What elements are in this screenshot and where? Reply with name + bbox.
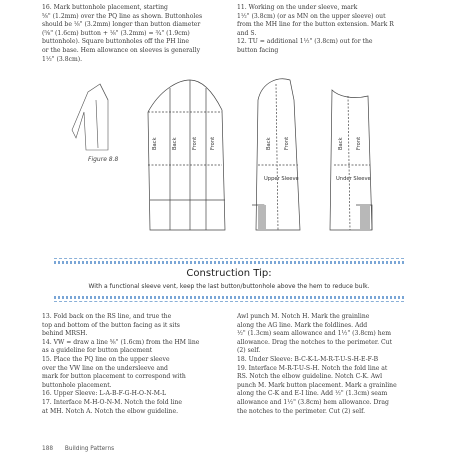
- sleeve-draft-left: [148, 80, 225, 230]
- text-line: 13. Fold back on the RS line, and true the: [42, 313, 172, 320]
- text-line: 16. Upper Sleeve: L-A-B-F-G-H-O-N-M-L: [42, 390, 167, 398]
- under-sleeve-label: Under Sleeve: [336, 176, 371, 182]
- text-line: 15. Place the PQ line on the upper sleeve: [42, 355, 170, 363]
- front-label: Front: [192, 136, 198, 150]
- text-line: buttonhole placement.: [42, 381, 112, 389]
- text-line: 19. Interface M-R-T-U-S-H. Notch the fold line at: [237, 364, 388, 372]
- text-line: buttonhole). Square buttonholes off the PH line: [42, 38, 189, 46]
- text-line: top and bottom of the button facing as it sits: [42, 321, 180, 329]
- text-line: RS. Notch the elbow guideline. Notch C-K. Awl: [237, 373, 383, 381]
- upper-sleeve-interfacing: [258, 205, 266, 230]
- text-line: along the AG line. Mark the foldlines. Add: [237, 321, 368, 329]
- text-line: behind MRSH.: [42, 330, 88, 338]
- text-line: 14. VW = draw a line ⅝" (1.6cm) from the HM line: [42, 338, 200, 346]
- text-line: button facing: [237, 46, 279, 54]
- text-line: ⅝" (1.2mm) over the PQ line as shown. Buttonholes: [42, 12, 203, 20]
- text-line: 1½" (3.8cm) (or as MN on the upper sleeve) out: [237, 12, 386, 20]
- upper-back-label: Back: [266, 137, 272, 150]
- under-back-label: Back: [338, 137, 344, 150]
- text-line: over the VW line on the undersleeve and: [42, 364, 168, 372]
- text-line: and S.: [237, 29, 257, 37]
- text-line: 11. Working on the under sleeve, mark: [237, 4, 358, 11]
- instructions-bottom-right: [237, 313, 417, 416]
- front-label-2: Front: [210, 136, 216, 150]
- text-line: at MH. Notch A. Notch the elbow guideline.: [42, 407, 179, 415]
- back-label: Back: [152, 137, 158, 150]
- tip-bottom-rule: [54, 296, 404, 299]
- figure-caption: Figure 8.8: [88, 156, 119, 163]
- jacket-sketch: [72, 84, 108, 150]
- under-front-label: Front: [356, 136, 362, 150]
- tip-text: With a functional sleeve vent, keep the last button/buttonhole above the hem to reduce bulk.: [88, 283, 370, 290]
- tip-title: Construction Tip:: [186, 268, 272, 279]
- text-line: 16. Mark buttonhole placement, starting: [42, 4, 168, 11]
- text-line: allowance and 1½" (3.8cm) hem allowance. Drag: [237, 398, 389, 406]
- under-sleeve-interfacing: [360, 205, 370, 230]
- text-line: ½" (1.3cm) seam allowance and 1½" (3.8cm) hem: [237, 330, 392, 338]
- text-line: from the MH line for the button extension. Mark R: [237, 21, 394, 29]
- text-line: Awl punch M. Notch H. Mark the grainline: [237, 313, 370, 320]
- upper-front-label: Front: [284, 136, 290, 150]
- text-line: allowance. Drag the notches to the perimeter. Cut: [237, 338, 393, 346]
- back-label-2: Back: [172, 137, 178, 150]
- text-line: or the base. Hem allowance on sleeves is generally: [42, 46, 201, 54]
- text-line: 1½" (3.8cm).: [42, 55, 83, 63]
- text-line: punch M. Mark button placement. Mark a grainline: [237, 381, 397, 389]
- page-number: 188: [42, 446, 54, 452]
- section-name: Building Patterns: [64, 446, 115, 452]
- instructions-bottom-left: [42, 313, 227, 416]
- text-line: 17. Interface M-H-O-N-M. Notch the fold line: [42, 398, 183, 406]
- text-line: 12. TU = additional 1½" (3.8cm) out for the: [237, 38, 373, 46]
- text-line: as a guideline for button placement: [42, 347, 153, 355]
- page-footer: [42, 446, 124, 452]
- text-line: (⅝" (1.6cm) button + ⅛" (3.2mm) = ¾" (1.9cm): [42, 29, 190, 37]
- text-line: mark for button placement to correspond with: [42, 373, 186, 381]
- upper-sleeve-label: Upper Sleeve: [264, 176, 299, 182]
- text-line: (2) self.: [237, 347, 261, 355]
- construction-tip-box: [54, 258, 404, 302]
- text-line: the notches to the perimeter. Cut (2) self.: [237, 407, 366, 415]
- tip-top-rule: [54, 261, 404, 264]
- text-line: should be ⅛" (3.2mm) longer than button diameter: [42, 21, 201, 29]
- text-line: along the C-K and E-I line. Add ½" (1.3cm) seam: [237, 390, 388, 398]
- text-line: 18. Under Sleeve: B-C-K-L-M-R-T-U-S-H-E-F-B: [237, 355, 379, 363]
